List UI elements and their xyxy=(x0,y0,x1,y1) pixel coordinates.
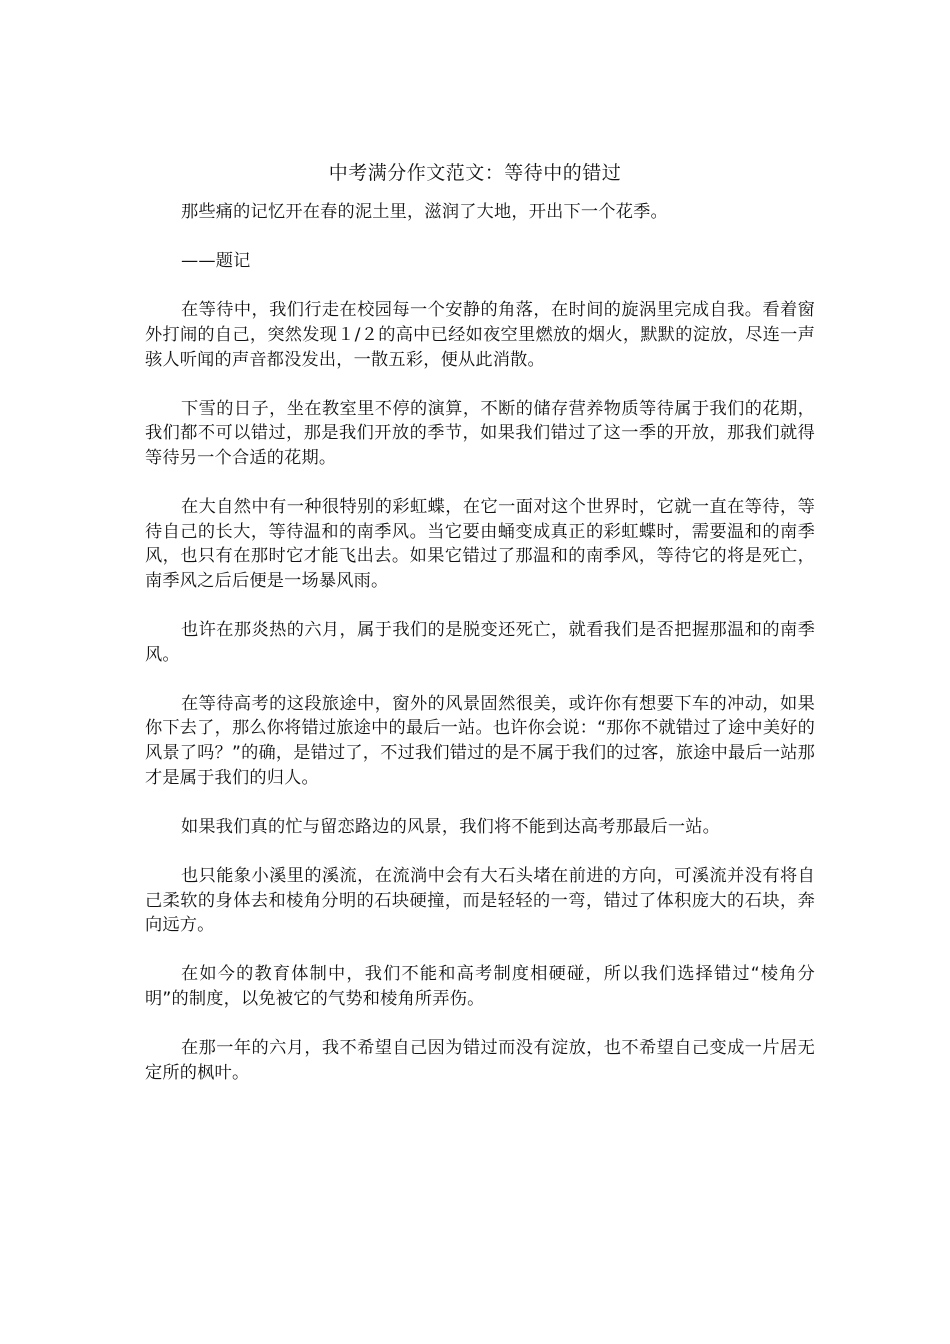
article-body xyxy=(145,200,815,1110)
body-paragraph: 下雪的日子，坐在教室里不停的演算，不断的储存营养物质等待属于我们的花期，我们都不可以错过，那是我们开放的季节，如果我们错过了这一季的开放，那我们就得等待另一个合适的花期。 xyxy=(145,398,815,468)
body-paragraph: 也只能象小溪里的溪流，在流淌中会有大石头堵在前进的方向，可溪流并没有将自己柔软的身体去和棱角分明的石块硬撞，而是轻轻的一弯，错过了体积庞大的石块，奔向远方。 xyxy=(145,866,815,936)
body-paragraph: 如果我们真的忙与留恋路边的风景，我们将不能到达高考那最后一站。 xyxy=(181,816,721,837)
body-paragraph: 在等待高考的这段旅途中，窗外的风景固然很美，或许你有想要下车的冲动，如果你下去了，那么你将错过旅途中的最后一站。也许你会说：“那你不就错过了途中美好的风景了吗？”的确，是错过了，不过我们错过的是不属于我们的过客，旅途中最后一站那才是属于我们的归人。 xyxy=(145,693,815,788)
body-paragraph: 在如今的教育体制中，我们不能和高考制度相硬碰，所以我们选择错过“棱角分明”的制度，以免被它的气势和棱角所弄伤。 xyxy=(145,964,815,1009)
page-title: 中考满分作文范文：等待中的错过 xyxy=(328,162,622,184)
body-paragraph: 在等待中，我们行走在校园每一个安静的角落，在时间的旋涡里完成自我。看着窗外打闹的自己，突然发现１/２的高中已经如夜空里燃放的烟火，默默的淀放，尽连一声骇人听闻的声音都没发出，一散五彩，便从此消散。 xyxy=(145,300,815,370)
body-paragraph: 也许在那炎热的六月，属于我们的是脱变还死亡，就看我们是否把握那温和的南季风。 xyxy=(145,620,815,665)
epigraph-attribution: ——题记 xyxy=(181,251,251,272)
body-paragraph: 在大自然中有一种很特别的彩虹蝶，在它一面对这个世界时，它就一直在等待，等待自己的长大，等待温和的南季风。当它要由蛹变成真正的彩虹蝶时，需要温和的南季风，也只有在那时它才能飞出去。如果它错过了那温和的南季风，等待它的将是死亡，南季风之后后便是一场暴风雨。 xyxy=(145,497,815,591)
body-paragraph: 在那一年的六月，我不希望自己因为错过而没有淀放，也不希望自己变成一片居无定所的枫叶。 xyxy=(145,1038,815,1083)
epigraph-paragraph: 那些痛的记忆开在春的泥土里，滋润了大地，开出下一个花季。 xyxy=(181,202,668,222)
